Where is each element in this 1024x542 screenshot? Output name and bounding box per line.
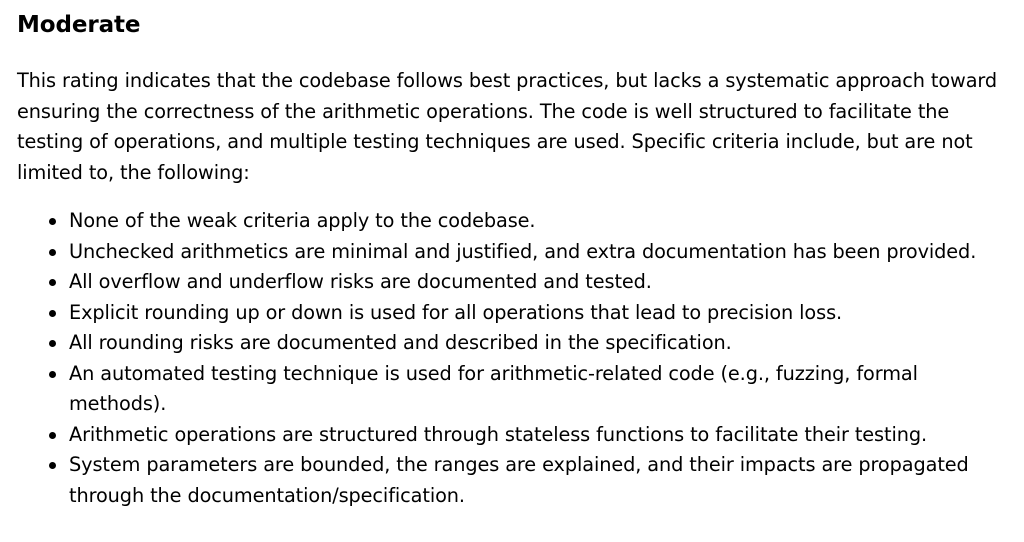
- criteria-item: [17, 206, 1012, 237]
- criteria-text: System parameters are bounded, the ranges are explained, and their impacts are propagated through the documentation/specification.: [69, 453, 969, 507]
- criteria-text: Unchecked arithmetics are minimal and justified, and extra documentation has been provided.: [69, 239, 977, 263]
- bullet-icon: [49, 249, 56, 256]
- bullet-icon: [49, 462, 56, 469]
- criteria-list: [17, 206, 1024, 511]
- bullet-icon: [49, 218, 56, 225]
- criteria-item: [17, 298, 1012, 329]
- criteria-item: [17, 450, 1012, 511]
- bullet-icon: [49, 340, 56, 347]
- bullet-icon: [49, 310, 56, 317]
- criteria-text: All overflow and underflow risks are documented and tested.: [69, 270, 652, 293]
- criteria-text: Arithmetic operations are structured through stateless functions to facilitate their testing.: [69, 422, 927, 446]
- criteria-item: [17, 359, 1012, 420]
- criteria-item: [17, 237, 1012, 268]
- section-heading: Moderate: [17, 12, 141, 38]
- criteria-text: All rounding risks are documented and described in the specification.: [69, 331, 732, 354]
- criteria-item: [17, 420, 1012, 451]
- bullet-icon: [49, 432, 56, 439]
- criteria-text: An automated testing technique is used for arithmetic-related code (e.g., fuzzing, formal methods).: [69, 361, 918, 415]
- bullet-icon: [49, 279, 56, 286]
- criteria-text: None of the weak criteria apply to the codebase.: [69, 209, 536, 232]
- criteria-text: Explicit rounding up or down is used for all operations that lead to precision loss.: [69, 300, 843, 324]
- intro-paragraph: This rating indicates that the codebase follows best practices, but lacks a systematic approach toward ensuring the correctness of the arithmetic operations. The code is well structured to facilitate the testing of operations, and multiple testing techniques are used. Specific criteria include, but are not limited to, the following:: [17, 69, 998, 184]
- criteria-item: [17, 328, 1012, 359]
- criteria-item: [17, 267, 1012, 298]
- bullet-icon: [49, 371, 56, 378]
